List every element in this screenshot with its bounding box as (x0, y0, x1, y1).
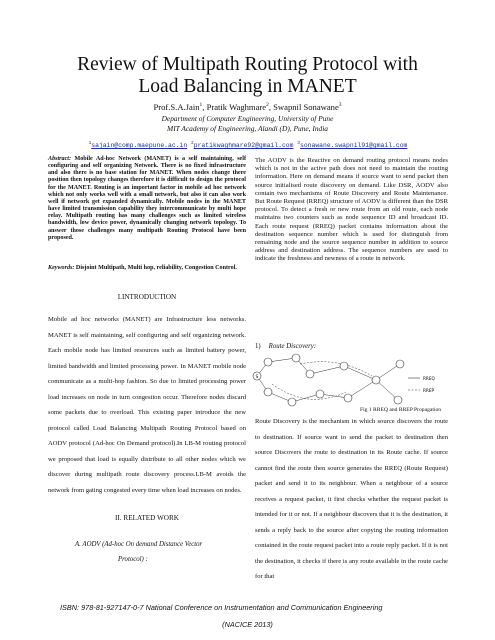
title-line-1: Review of Multipath Routing Protocol with (77, 54, 418, 75)
email-3-sup: 3 (297, 141, 300, 146)
subsection-heading-line-1: A. AODV (Ad-hoc On demand Distance Vector (75, 541, 203, 548)
legend-rreq: RREQ (423, 376, 435, 381)
paper-title (40, 54, 455, 98)
legend-rrep: RREP (423, 388, 434, 393)
aodv-description: The AODV is the Reactive on demand routing protocol means nodes which is not in the active path does not need to maintain the routing information. Here on demand means if source want to send packet then source initialised route discovery on demand. Like DSR, AODV also contain two mechanisms of Route Discovery and Route Maintenance. But Route Request (RREQ) structure of AODV is different than the DSR protocol. To detect a fresh or new route from an old route, each node maintains two counters such as node sequence ID and broadcast ID. Each route request (RREQ) packet contains information about the destination sequence number which is used for distinguish from remaining node and the source sequence number in addition to source address and destination address. The sequence numbers are used to indicate the freshness and newness of a route in network. (255, 157, 448, 263)
author-list (40, 102, 455, 112)
email-2-sup: 2 (191, 141, 194, 146)
author-3: , Swapnil Sonawane (268, 102, 339, 112)
introduction-text: Mobile ad hoc networks (MANET) are Infrastructure less networks. MANET is self maintaining, self configuring and self organizing network. Each mobile node has limited resources such as limited battery power, limited bandwidth and limited processing power. In MANET mobile node communicate as a multi-hop fashion. So due to limited processing power load increases on node in turn congestion occur. Therefore nodes discard some packets due to overload. This existing paper introduce the new protocol called Load Balancing Multipath Routing Protocol based on AODV protocol (Ad-hoc On Demand protocol).In LB-M routing protocol we proposed that load is equally distribute to all other nodes which we discover during multipath route discovery process.LB-M avoids the network from gating congested every time when load increases on nodes. (48, 316, 246, 494)
figure-caption: Fig 1 RREQ and RREP Propagation (360, 407, 442, 413)
subsection-heading-aodv (75, 537, 255, 567)
title-line-2: Load Balancing in MANET (138, 76, 357, 97)
source-node-label: S (255, 375, 259, 380)
section-heading-introduction: I.INTRODUCTION (117, 293, 177, 301)
abstract (48, 156, 246, 242)
affiliation-institute: MIT Academy of Engineering, Alandi (D), Pune, India (167, 124, 328, 133)
route-discovery-text: Route Discovery is the mechanism in which source discovers the route to destination. If source want to send the packet to destination then source Discovers the route to destination in its Route cache. If source cannot find the route then source generates the RREQ (Route Request) packet and send it to its neighbour. When a neighbour of a source receives a request packet, it first checks whether the request packet is intended for it or not. If a neighbour discovers that it is the destination, it sends a reply back to the source after copying the routing information contained in the route request packet into a route reply packet. If it is not the destination, it checks if there is any route available in the route cache for that (255, 418, 448, 580)
author-2: , Pratik Waghmare (202, 102, 267, 112)
keywords (48, 265, 246, 272)
email-link-3[interactable]: sonawane.swapnil91@gmail.com (300, 142, 408, 150)
keywords-label: Keywords: (48, 265, 75, 271)
email-list (38, 141, 458, 149)
route-discovery-title: Route Discovery: (268, 343, 317, 350)
abstract-label: Abstract: (48, 156, 72, 162)
route-discovery-heading (255, 343, 316, 350)
email-1-sup: 1 (88, 141, 92, 146)
section-heading-related-work: II. RELATED WORK (115, 514, 179, 522)
email-link-2[interactable]: pratikwaghmare92@gmail.com (193, 142, 294, 150)
author-2-sup: 2 (266, 102, 269, 109)
author-1-sup: 1 (199, 102, 203, 109)
subsection-heading-line-2: Protocol) : (118, 556, 148, 563)
abstract-text: Mobile Ad-hoc Network (MANET) is a self maintaining, self configuring and self organizing Network. There is no fixed infrastructure and also there is no base station for MANET. When nodes change there position then topology changes therefore it is difficult to design the protocol for the MANET. Routing is an important factor in mobile ad hoc network which not only works well with a small network, but also it can also work well if network get expanded dynamically. Mobile nodes in the MANET have limited transmission capability they intercommunicate by multi hope relay. Multipath routing has many challenges such as limited wireless bandwidth, low device power, dynamically changing network topology. To answer those challenges many multipath Routing Protocol have been proposed. (48, 156, 246, 241)
author-1: Prof.S.A.Jain (153, 102, 200, 112)
route-discovery-number: 1) (255, 343, 261, 350)
author-3-sup: 3 (338, 102, 342, 109)
rreq-rrep-diagram (248, 352, 448, 414)
email-link-1[interactable]: sajain@comp.maepune.ac.in (91, 142, 188, 150)
footer-conference: (NACICE 2013) (222, 620, 273, 629)
affiliation-department: Department of Computer Engineering, University of Pune (161, 114, 334, 123)
footer-isbn: ISBN: 978-81-927147-0-7 National Conference on Instrumentation and Communication Engineering (60, 603, 383, 612)
keywords-text: Disjoint Multipath, Multi hop, reliability, Congestion Control. (74, 265, 237, 271)
